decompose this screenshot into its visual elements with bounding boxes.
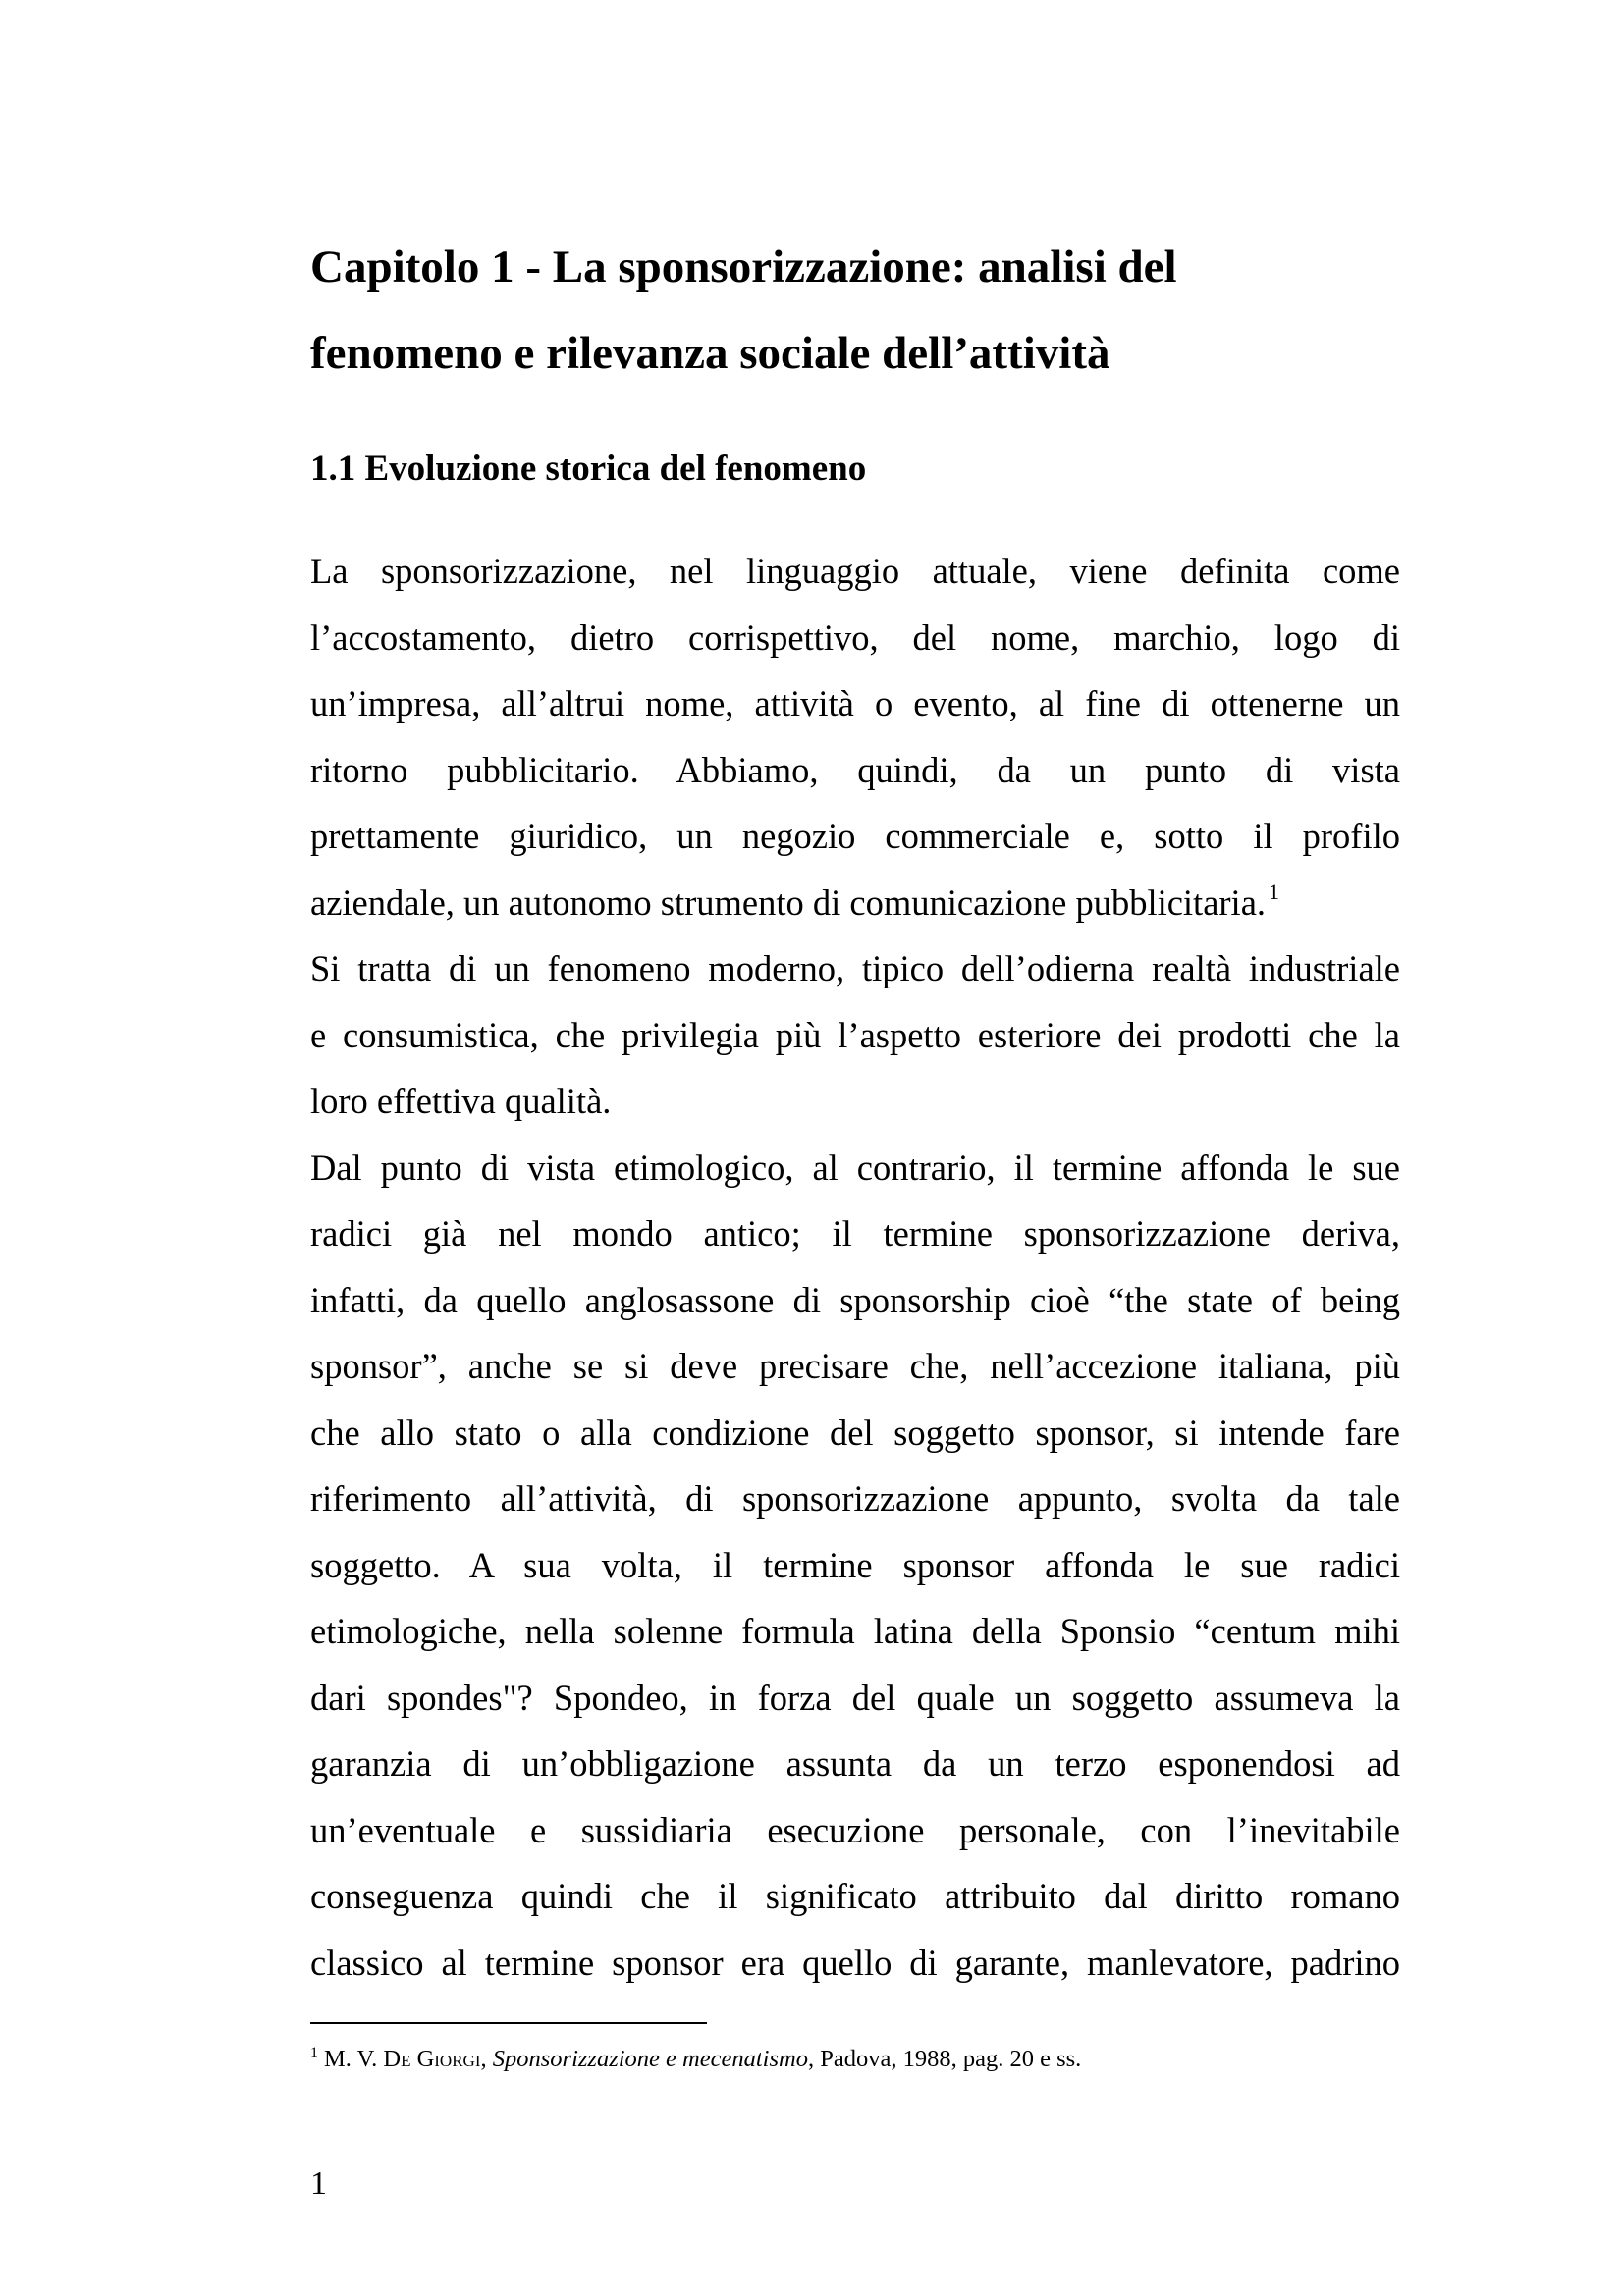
footnote-separator bbox=[310, 2022, 707, 2024]
body-line: radici già nel mondo antico; il termine sponsorizzazione deriva, bbox=[310, 1213, 1400, 1254]
body-line: un’impresa, all’altrui nome, attività o evento, al fine di ottenerne un bbox=[310, 683, 1400, 723]
body-line: ritorno pubblicitario. Abbiamo, quindi, da un punto di vista bbox=[310, 749, 1400, 790]
body-line: infatti, da quello anglosassone di sponsorship cioè “the state of being bbox=[310, 1279, 1400, 1320]
body-line: garanzia di un’obbligazione assunta da un terzo esponendosi ad bbox=[310, 1743, 1400, 1784]
body-line: soggetto. A sua volta, il termine sponsor affonda le sue radici bbox=[310, 1544, 1400, 1585]
body-line: Si tratta di un fenomeno moderno, tipico dell’odierna realtà industriale bbox=[310, 948, 1400, 988]
body-line: e consumistica, che privilegia più l’aspetto esteriore dei prodotti che la bbox=[310, 1014, 1400, 1055]
body-line: La sponsorizzazione, nel linguaggio attuale, viene definita come bbox=[310, 551, 1400, 591]
body-line: conseguenza quindi che il significato attribuito dal diritto romano bbox=[310, 1876, 1400, 1916]
footnote-reference[interactable]: 1 bbox=[1269, 879, 1280, 904]
body-line: loro effettiva qualità. bbox=[310, 1081, 612, 1121]
body-line: un’eventuale e sussidiaria esecuzione personale, con l’inevitabile bbox=[310, 1809, 1400, 1850]
body-line-text: aziendale, un autonomo strumento di comunicazione pubblicitaria. bbox=[310, 881, 1267, 923]
body-line: etimologiche, nella solenne formula latina della Sponsio “centum mihi bbox=[310, 1611, 1400, 1651]
body-line: classico al termine sponsor era quello di garante, manlevatore, padrino bbox=[310, 1942, 1400, 1983]
body-line: Dal punto di vista etimologico, al contrario, il termine affonda le sue bbox=[310, 1147, 1400, 1188]
body-line: dari spondes"? Spondeo, in forza del quale un soggetto assumeva la bbox=[310, 1677, 1400, 1718]
body-line: prettamente giuridico, un negozio commerciale e, sotto il profilo bbox=[310, 816, 1400, 856]
body-paragraphs bbox=[310, 538, 1400, 1996]
chapter-title bbox=[310, 224, 1400, 397]
section-title: 1.1 Evoluzione storica del fenomeno bbox=[310, 449, 867, 489]
body-line: l’accostamento, dietro corrispettivo, del nome, marchio, logo di bbox=[310, 616, 1400, 658]
footnote-citation-details: , Padova, 1988, pag. 20 e ss. bbox=[807, 2046, 1082, 2072]
footnote-marker: 1 bbox=[310, 2045, 318, 2061]
footnote bbox=[310, 2040, 1081, 2079]
body-line-with-footnote bbox=[310, 870, 1400, 936]
page-number: 1 bbox=[310, 2165, 327, 2202]
chapter-title-line: fenomeno e rilevanza sociale dell’attività bbox=[310, 328, 1110, 379]
body-line: riferimento all’attività, di sponsorizzazione appunto, svolta da tale bbox=[310, 1478, 1400, 1519]
footnote-author: M. V. De Giorgi, bbox=[324, 2046, 487, 2072]
chapter-title-line: Capitolo 1 - La sponsorizzazione: analisi del bbox=[310, 241, 1177, 293]
body-line: sponsor”, anche se si deve precisare che, nell’accezione italiana, più bbox=[310, 1346, 1400, 1386]
footnote-work-title: Sponsorizzazione e mecenatismo bbox=[492, 2046, 808, 2072]
body-line: che allo stato o alla condizione del soggetto sponsor, si intende fare bbox=[310, 1412, 1400, 1453]
